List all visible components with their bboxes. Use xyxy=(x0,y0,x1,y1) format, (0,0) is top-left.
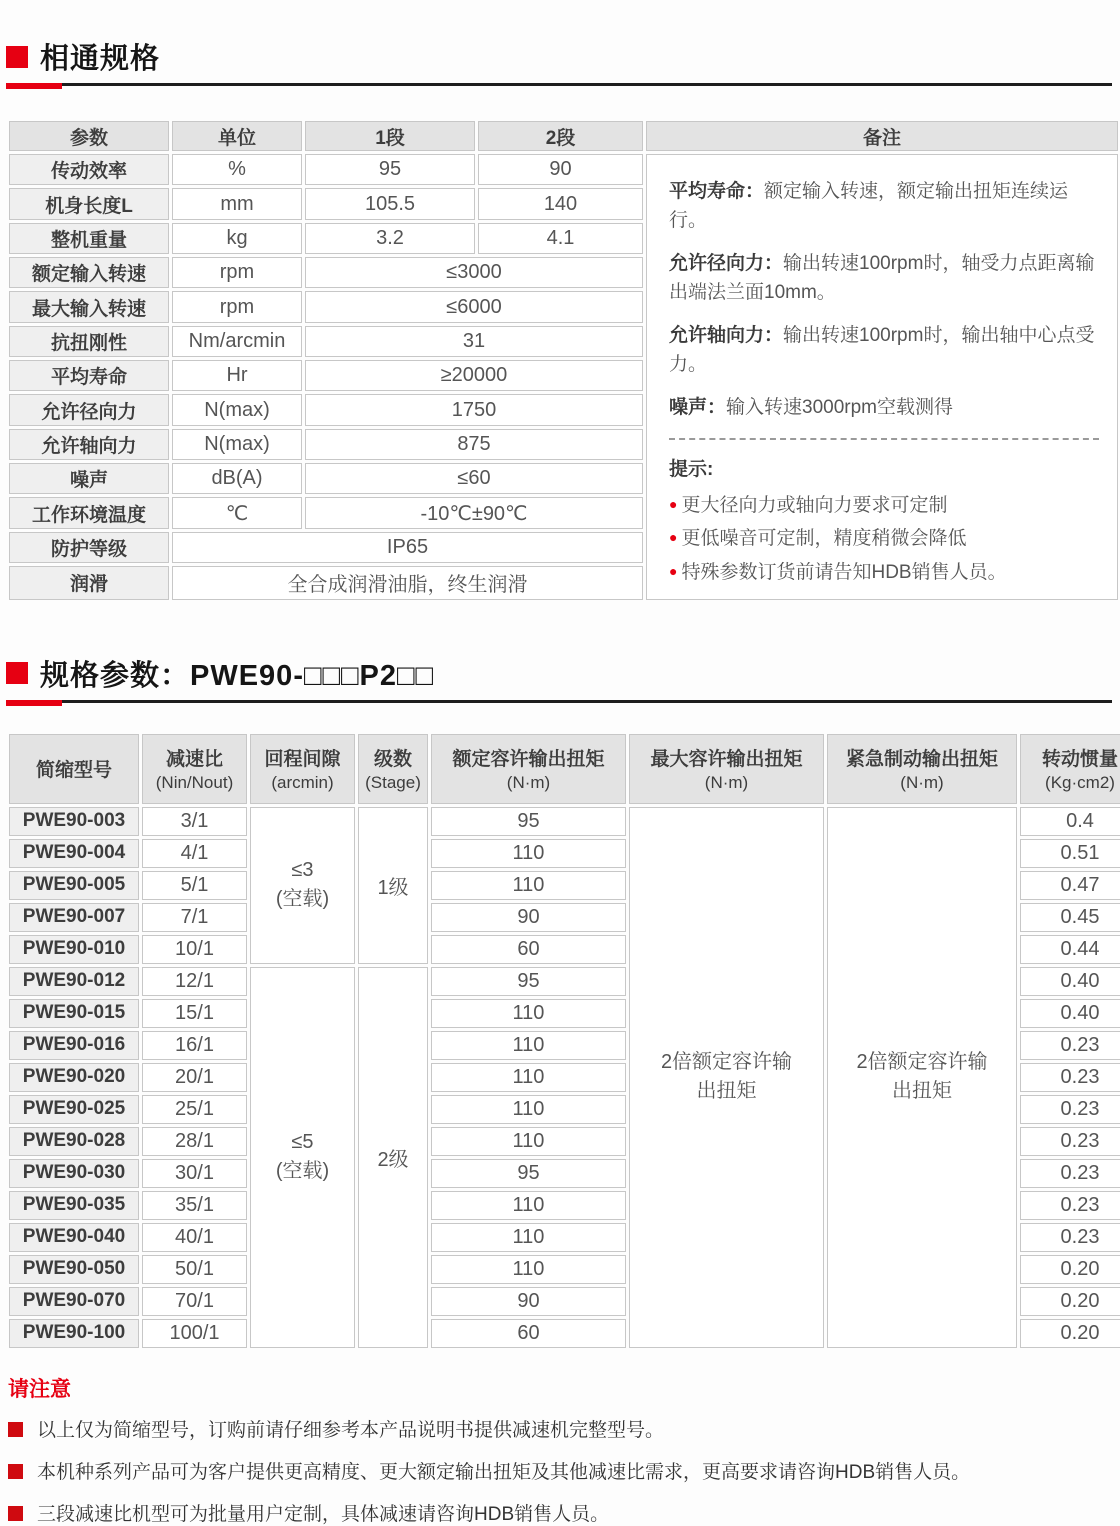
column-header-label: 级数 xyxy=(373,749,412,771)
ratio-cell: 16/1 xyxy=(142,1031,247,1060)
column-header-unit: (N·m) xyxy=(900,773,944,793)
inertia-cell: 0.44 xyxy=(1020,935,1120,964)
column-header: 单位 xyxy=(172,121,302,151)
title-rule xyxy=(6,700,1112,703)
model-cell: PWE90-100 xyxy=(9,1319,139,1348)
remark-paragraph xyxy=(669,177,1099,236)
rated-torque-cell: 110 xyxy=(431,1191,626,1220)
inertia-cell: 0.20 xyxy=(1020,1319,1120,1348)
stage-cell: 2级 xyxy=(358,967,428,1348)
unit-cell: N(max) xyxy=(172,394,302,425)
column-header-unit: (Kg·cm2) xyxy=(1045,773,1115,793)
ratio-cell: 15/1 xyxy=(142,999,247,1028)
rated-torque-cell: 110 xyxy=(431,1223,626,1252)
value-cell: 31 xyxy=(305,326,643,357)
ratio-cell: 3/1 xyxy=(142,807,247,836)
column-header-label: 回程间隙 xyxy=(264,749,341,771)
column-header-label: 简缩型号 xyxy=(35,760,112,782)
model-cell: PWE90-028 xyxy=(9,1127,139,1156)
model-cell: PWE90-016 xyxy=(9,1031,139,1060)
backlash-cell xyxy=(250,807,355,964)
remark-term: 允许径向力： xyxy=(669,252,784,274)
spec-params-body xyxy=(9,807,1120,1348)
model-cell: PWE90-007 xyxy=(9,903,139,932)
column-header xyxy=(250,734,355,804)
param-label-cell: 机身长度L xyxy=(9,188,169,219)
model-cell: PWE90-070 xyxy=(9,1287,139,1316)
rated-torque-cell: 110 xyxy=(431,999,626,1028)
unit-cell: N(max) xyxy=(172,429,302,460)
spec-params-table xyxy=(6,731,1120,1351)
remark-text: 额定输入转速，额定输出扭矩连续运行。 xyxy=(669,181,1069,232)
footer-note-text: 本机种系列产品可为客户提供更高精度、更大额定输出扭矩及其他减速比需求，更高要求请咨询HDB销售人员。 xyxy=(37,1461,971,1483)
param-label-cell: 整机重量 xyxy=(9,223,169,254)
ratio-cell: 7/1 xyxy=(142,903,247,932)
spec-params-header-row xyxy=(9,734,1120,804)
value-cell: -10℃±90℃ xyxy=(305,497,643,528)
inertia-cell: 0.23 xyxy=(1020,1063,1120,1092)
inertia-cell: 0.20 xyxy=(1020,1287,1120,1316)
param-label-cell: 允许轴向力 xyxy=(9,429,169,460)
value-cell: 1750 xyxy=(305,394,643,425)
rated-torque-cell: 95 xyxy=(431,807,626,836)
backlash-cell xyxy=(250,967,355,1348)
ratio-cell: 30/1 xyxy=(142,1159,247,1188)
rated-torque-cell: 110 xyxy=(431,871,626,900)
bullet-dot-icon: ● xyxy=(669,496,678,513)
bullet-dot-icon: ● xyxy=(669,529,678,546)
rated-torque-cell: 90 xyxy=(431,903,626,932)
ratio-cell: 35/1 xyxy=(142,1191,247,1220)
red-rule-segment xyxy=(6,700,62,706)
backlash-value: ≤3 xyxy=(291,859,314,882)
param-label-cell: 最大输入转速 xyxy=(9,291,169,322)
section-title: 相通规格 xyxy=(40,43,161,75)
footer-title: 请注意 xyxy=(8,1377,71,1401)
backlash-note: (空载) xyxy=(275,888,330,911)
tip-text: 特殊参数订货前请告知HDB销售人员。 xyxy=(681,561,1007,583)
column-header-label: 减速比 xyxy=(165,749,223,771)
param-label-cell: 额定输入转速 xyxy=(9,257,169,288)
inertia-cell: 0.45 xyxy=(1020,903,1120,932)
unit-cell: rpm xyxy=(172,257,302,288)
unit-cell: ℃ xyxy=(172,497,302,528)
param-label-cell: 允许径向力 xyxy=(9,394,169,425)
inertia-cell: 0.23 xyxy=(1020,1223,1120,1252)
rated-torque-cell: 90 xyxy=(431,1287,626,1316)
footer-note-text: 三段减速比机型可为批量用户定制，具体减速请咨询HDB销售人员。 xyxy=(37,1503,610,1525)
value-cell: 875 xyxy=(305,429,643,460)
footer-note-item xyxy=(8,1457,1112,1484)
param-label-cell: 工作环境温度 xyxy=(9,497,169,528)
red-rule-segment xyxy=(6,83,62,89)
param-label-cell: 传动效率 xyxy=(9,154,169,185)
unit-cell: mm xyxy=(172,188,302,219)
value-cell-stage1: 3.2 xyxy=(305,223,475,254)
model-cell: PWE90-010 xyxy=(9,935,139,964)
ratio-cell: 40/1 xyxy=(142,1223,247,1252)
backlash-value: ≤5 xyxy=(291,1131,314,1154)
ratio-cell: 70/1 xyxy=(142,1287,247,1316)
column-header xyxy=(827,734,1017,804)
value-cell-stage1: 105.5 xyxy=(305,188,475,219)
rated-torque-cell: 60 xyxy=(431,1319,626,1348)
inertia-cell: 0.40 xyxy=(1020,999,1120,1028)
common-spec-body xyxy=(9,154,1118,600)
tip-item xyxy=(669,489,1099,522)
column-header: 备注 xyxy=(646,121,1118,151)
value-cell: ≤6000 xyxy=(305,291,643,322)
unit-cell: Nm/arcmin xyxy=(172,326,302,357)
param-label-cell: 平均寿命 xyxy=(9,360,169,391)
common-spec-header-row xyxy=(9,121,1118,151)
brake-torque-merged-cell xyxy=(827,807,1017,1348)
remark-paragraph xyxy=(669,321,1099,380)
value-cell: ≥20000 xyxy=(305,360,643,391)
tips-list xyxy=(669,489,1099,589)
table-row xyxy=(9,807,1120,836)
inertia-cell: 0.4 xyxy=(1020,807,1120,836)
rated-torque-cell: 95 xyxy=(431,1159,626,1188)
column-header-unit: (Stage) xyxy=(365,773,421,793)
model-cell: PWE90-003 xyxy=(9,807,139,836)
remark-term: 允许轴向力： xyxy=(669,324,784,346)
inertia-cell: 0.47 xyxy=(1020,871,1120,900)
ratio-cell: 100/1 xyxy=(142,1319,247,1348)
model-cell: PWE90-005 xyxy=(9,871,139,900)
backlash-note: (空载) xyxy=(275,1160,330,1183)
column-header xyxy=(358,734,428,804)
red-square-bullet-icon xyxy=(8,1506,23,1521)
column-header xyxy=(431,734,626,804)
remarks-cell xyxy=(646,154,1118,600)
inertia-cell: 0.40 xyxy=(1020,967,1120,996)
remark-term: 平均寿命： xyxy=(669,181,765,202)
column-header-label: 最大容许输出扭矩 xyxy=(650,749,803,771)
column-header-unit: (N·m) xyxy=(704,773,749,793)
rated-torque-cell: 110 xyxy=(431,1255,626,1284)
value-cell: ≤60 xyxy=(305,463,643,494)
table-row xyxy=(9,154,1118,185)
model-cell: PWE90-004 xyxy=(9,839,139,868)
column-header: 参数 xyxy=(9,121,169,151)
model-cell: PWE90-040 xyxy=(9,1223,139,1252)
ratio-cell: 12/1 xyxy=(142,967,247,996)
remark-text: 输入转速3000rpm空载测得 xyxy=(726,396,954,418)
unit-cell: % xyxy=(172,154,302,185)
unit-cell: rpm xyxy=(172,291,302,322)
remark-text: 输出转速100rpm时，输出轴中心点受力。 xyxy=(669,324,1095,376)
common-spec-table xyxy=(6,118,1120,603)
value-cell-stage1: 95 xyxy=(305,154,475,185)
max-torque-text: 2倍额定容许输出扭矩 xyxy=(660,1051,793,1103)
tip-text: 更低噪音可定制，精度稍微会降低 xyxy=(681,528,967,550)
inertia-cell: 0.51 xyxy=(1020,839,1120,868)
model-cell: PWE90-025 xyxy=(9,1095,139,1124)
rated-torque-cell: 110 xyxy=(431,839,626,868)
tip-text: 更大径向力或轴向力要求可定制 xyxy=(681,495,948,517)
brake-torque-text: 2倍额定容许输出扭矩 xyxy=(856,1051,988,1103)
bullet-dot-icon: ● xyxy=(669,562,678,579)
column-header-label: 紧急制动输出扭矩 xyxy=(845,749,998,771)
value-cell: IP65 xyxy=(172,532,643,563)
column-header-unit: (N·m) xyxy=(506,773,551,793)
remark-text: 输出转速100rpm时，轴受力点距离输出端法兰面10mm。 xyxy=(669,252,1095,304)
ratio-cell: 50/1 xyxy=(142,1255,247,1284)
rated-torque-cell: 60 xyxy=(431,935,626,964)
inertia-cell: 0.20 xyxy=(1020,1255,1120,1284)
inertia-cell: 0.23 xyxy=(1020,1095,1120,1124)
section-spec-params-header xyxy=(6,653,1112,713)
column-header: 2段 xyxy=(478,121,643,151)
ratio-cell: 25/1 xyxy=(142,1095,247,1124)
column-header-unit: (Nin/Nout) xyxy=(155,773,234,793)
remark-paragraph xyxy=(669,249,1099,308)
ratio-cell: 4/1 xyxy=(142,839,247,868)
rated-torque-cell: 95 xyxy=(431,967,626,996)
footer-note-item xyxy=(8,1415,1112,1442)
column-header xyxy=(1020,734,1120,804)
stage-cell: 1级 xyxy=(358,807,428,964)
remark-term: 噪声： xyxy=(669,396,727,418)
ratio-cell: 10/1 xyxy=(142,935,247,964)
footer-notes xyxy=(6,1373,1112,1526)
model-cell: PWE90-012 xyxy=(9,967,139,996)
max-torque-merged-cell xyxy=(629,807,824,1348)
rated-torque-cell: 110 xyxy=(431,1127,626,1156)
section-title: 规格参数：PWE90-□□□P2□□ xyxy=(40,659,435,692)
value-cell-stage2: 140 xyxy=(478,188,643,219)
inertia-cell: 0.23 xyxy=(1020,1031,1120,1060)
tip-item xyxy=(669,522,1099,555)
tips-title: 提示: xyxy=(669,459,714,481)
unit-cell: Hr xyxy=(172,360,302,391)
footer-note-text: 以上仅为简缩型号，订购前请仔细参考本产品说明书提供减速机完整型号。 xyxy=(37,1419,665,1441)
tip-item xyxy=(669,556,1099,589)
inertia-cell: 0.23 xyxy=(1020,1191,1120,1220)
red-square-icon xyxy=(6,662,28,684)
rated-torque-cell: 110 xyxy=(431,1031,626,1060)
column-header-label: 转动惯量 xyxy=(1041,749,1118,771)
param-label-cell: 噪声 xyxy=(9,463,169,494)
ratio-cell: 5/1 xyxy=(142,871,247,900)
ratio-cell: 20/1 xyxy=(142,1063,247,1092)
param-label-cell: 抗扭刚性 xyxy=(9,326,169,357)
model-cell: PWE90-015 xyxy=(9,999,139,1028)
inertia-cell: 0.23 xyxy=(1020,1127,1120,1156)
inertia-cell: 0.23 xyxy=(1020,1159,1120,1188)
red-square-bullet-icon xyxy=(8,1422,23,1437)
model-cell: PWE90-030 xyxy=(9,1159,139,1188)
param-label-cell: 防护等级 xyxy=(9,532,169,563)
param-label-cell: 润滑 xyxy=(9,566,169,600)
unit-cell: dB(A) xyxy=(172,463,302,494)
value-cell: 全合成润滑油脂，终生润滑 xyxy=(172,566,643,600)
title-rule xyxy=(6,83,1112,86)
column-header xyxy=(629,734,824,804)
value-cell-stage2: 4.1 xyxy=(478,223,643,254)
column-header xyxy=(9,734,139,804)
model-cell: PWE90-020 xyxy=(9,1063,139,1092)
red-square-icon xyxy=(6,46,28,68)
column-header-label: 额定容许输出扭矩 xyxy=(452,749,605,771)
model-cell: PWE90-035 xyxy=(9,1191,139,1220)
ratio-cell: 28/1 xyxy=(142,1127,247,1156)
value-cell: ≤3000 xyxy=(305,257,643,288)
dashed-divider xyxy=(669,438,1099,440)
red-square-bullet-icon xyxy=(8,1464,23,1479)
value-cell-stage2: 90 xyxy=(478,154,643,185)
unit-cell: kg xyxy=(172,223,302,254)
section-common-spec-header xyxy=(6,36,1112,96)
remark-paragraph xyxy=(669,393,1099,422)
model-cell: PWE90-050 xyxy=(9,1255,139,1284)
column-header-unit: (arcmin) xyxy=(271,773,334,793)
footer-note-list xyxy=(8,1415,1112,1526)
footer-note-item xyxy=(8,1499,1112,1526)
column-header: 1段 xyxy=(305,121,475,151)
rated-torque-cell: 110 xyxy=(431,1063,626,1092)
column-header xyxy=(142,734,247,804)
rated-torque-cell: 110 xyxy=(431,1095,626,1124)
